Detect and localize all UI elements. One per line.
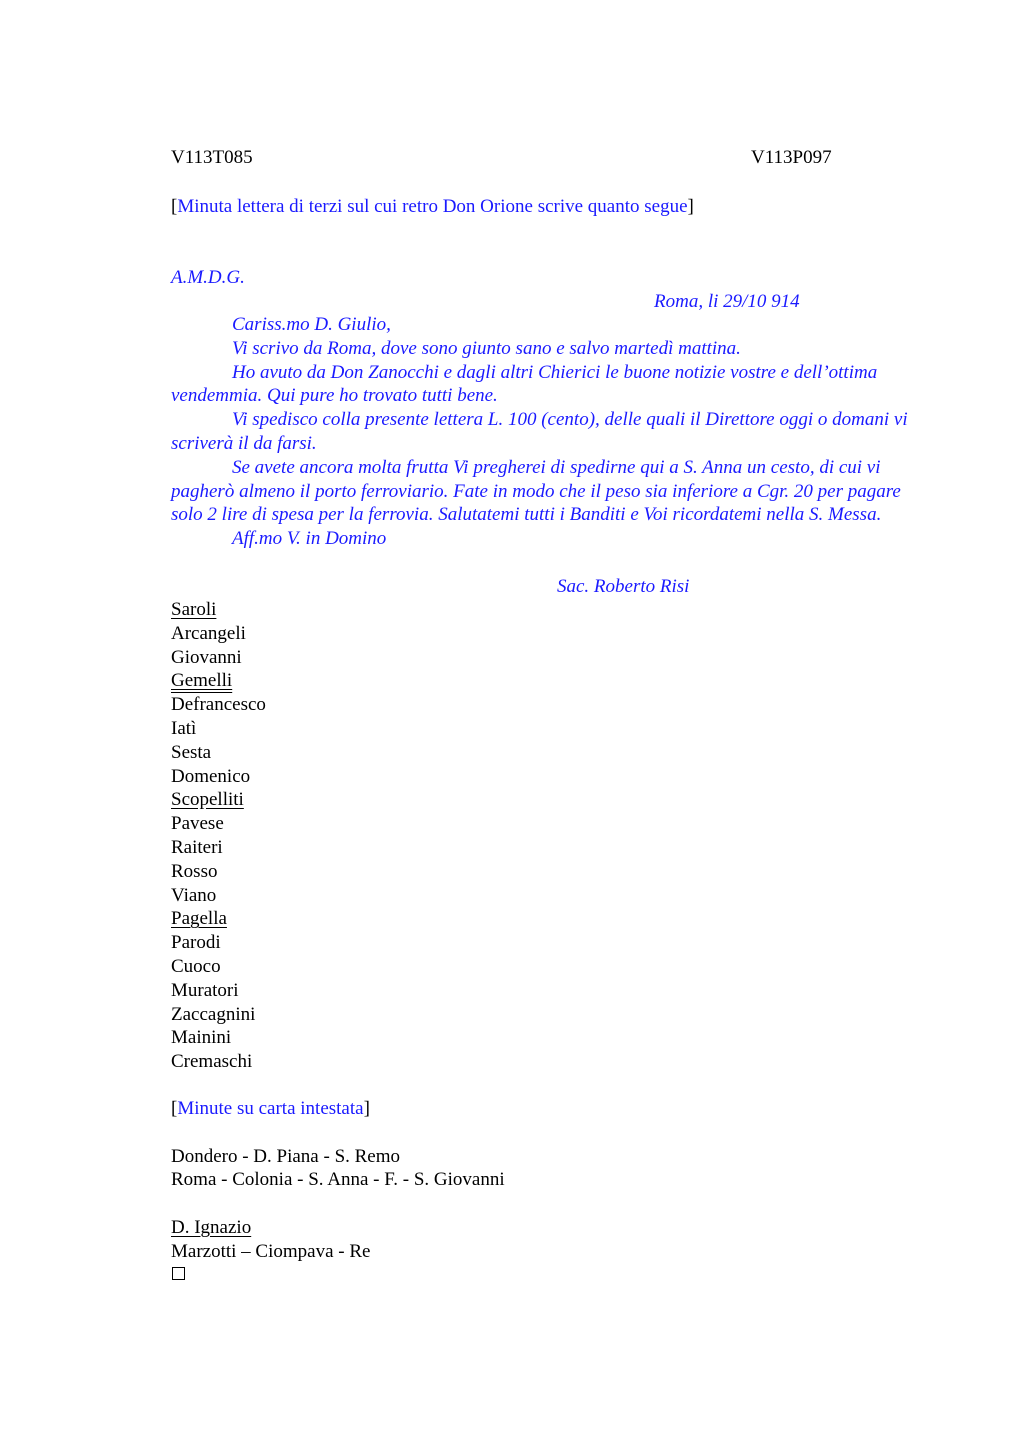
editorial-note-1 xyxy=(171,195,694,219)
name-list-item: Parodi xyxy=(171,932,221,954)
letter-amdg: A.M.D.G. xyxy=(171,267,245,288)
name-list-item: Cremaschi xyxy=(171,1051,253,1073)
name-list-item: Sesta xyxy=(171,741,212,763)
name-list-item: Rosso xyxy=(171,860,218,882)
draft-heading: D. Ignazio xyxy=(171,1217,252,1238)
name-list-item: Muratori xyxy=(171,979,239,1001)
letter-paragraph: Se avete ancora molta frutta Vi pregherei di spedirne qui a S. Anna un cesto, di cui vi pagherò almeno il porto ferroviario. Fate in modo che il peso sia inferiore a Cgr. 20 per pagare solo 2 lire di spesa per la ferrovia. Salutatemi tutti i Banditi e Voi ricordatemi nella S. Messa. xyxy=(171,456,901,526)
letter-salutation: Cariss.mo D. Giulio, xyxy=(232,314,391,335)
letter-signature: Sac. Roberto Risi xyxy=(557,576,690,597)
name-list-item: Domenico xyxy=(171,765,251,787)
name-list-item: Gemelli xyxy=(171,670,233,692)
name-list-item: Viano xyxy=(171,884,217,906)
editorial-note-1-text: Minuta lettera di terzi sul cui retro Don Orione scrive quanto segue xyxy=(177,196,688,217)
letter-paragraph: Ho avuto da Don Zanocchi e dagli altri Chierici le buone notizie vostre e dell’ottima vendemmia. Qui pure ho trovato tutti bene. xyxy=(171,361,878,407)
empty-box-symbol xyxy=(172,1267,185,1280)
name-list-item: Iatì xyxy=(171,717,197,739)
name-list-item: Pagella xyxy=(171,908,227,930)
name-list-item: Mainini xyxy=(171,1027,232,1049)
bracket-close: ] xyxy=(363,1098,370,1119)
header-left-code: V113T085 xyxy=(171,147,253,168)
name-list-item: Giovanni xyxy=(171,646,242,668)
bracket-open: [ xyxy=(171,196,178,217)
names-list xyxy=(171,598,266,1074)
name-list-item: Pavese xyxy=(171,813,224,835)
draft-line: Roma - Colonia - S. Anna - F. - S. Giovanni xyxy=(171,1169,505,1190)
name-list-item: Saroli xyxy=(171,599,217,620)
editorial-note-2-text: Minute su carta intestata xyxy=(177,1098,364,1119)
name-list-item: Zaccagnini xyxy=(171,1003,256,1025)
header-right-code: V113P097 xyxy=(751,147,832,168)
name-list-item: Raiteri xyxy=(171,836,223,858)
name-list-item: Scopelliti xyxy=(171,789,244,811)
name-list-item: Cuoco xyxy=(171,955,221,977)
bracket-close: ] xyxy=(687,196,694,217)
letter-paragraph: Vi scrivo da Roma, dove sono giunto sano e salvo martedì mattina. xyxy=(232,337,741,359)
name-list-item: Defrancesco xyxy=(171,694,266,716)
bracket-open: [ xyxy=(171,1098,178,1119)
letter-body xyxy=(171,313,931,551)
letter-date: Roma, li 29/10 914 xyxy=(654,291,800,312)
draft-line: Marzotti – Ciompava - Re xyxy=(171,1241,371,1262)
editorial-note-2 xyxy=(171,1097,370,1121)
draft-line: Dondero - D. Piana - S. Remo xyxy=(171,1146,401,1167)
letter-paragraph: Vi spedisco colla presente lettera L. 100 (cento), delle quali il Direttore oggi o domani vi scriverà il da farsi. xyxy=(171,409,908,454)
name-list-item: Arcangeli xyxy=(171,622,246,644)
letter-closing: Aff.mo V. in Domino xyxy=(232,528,387,550)
